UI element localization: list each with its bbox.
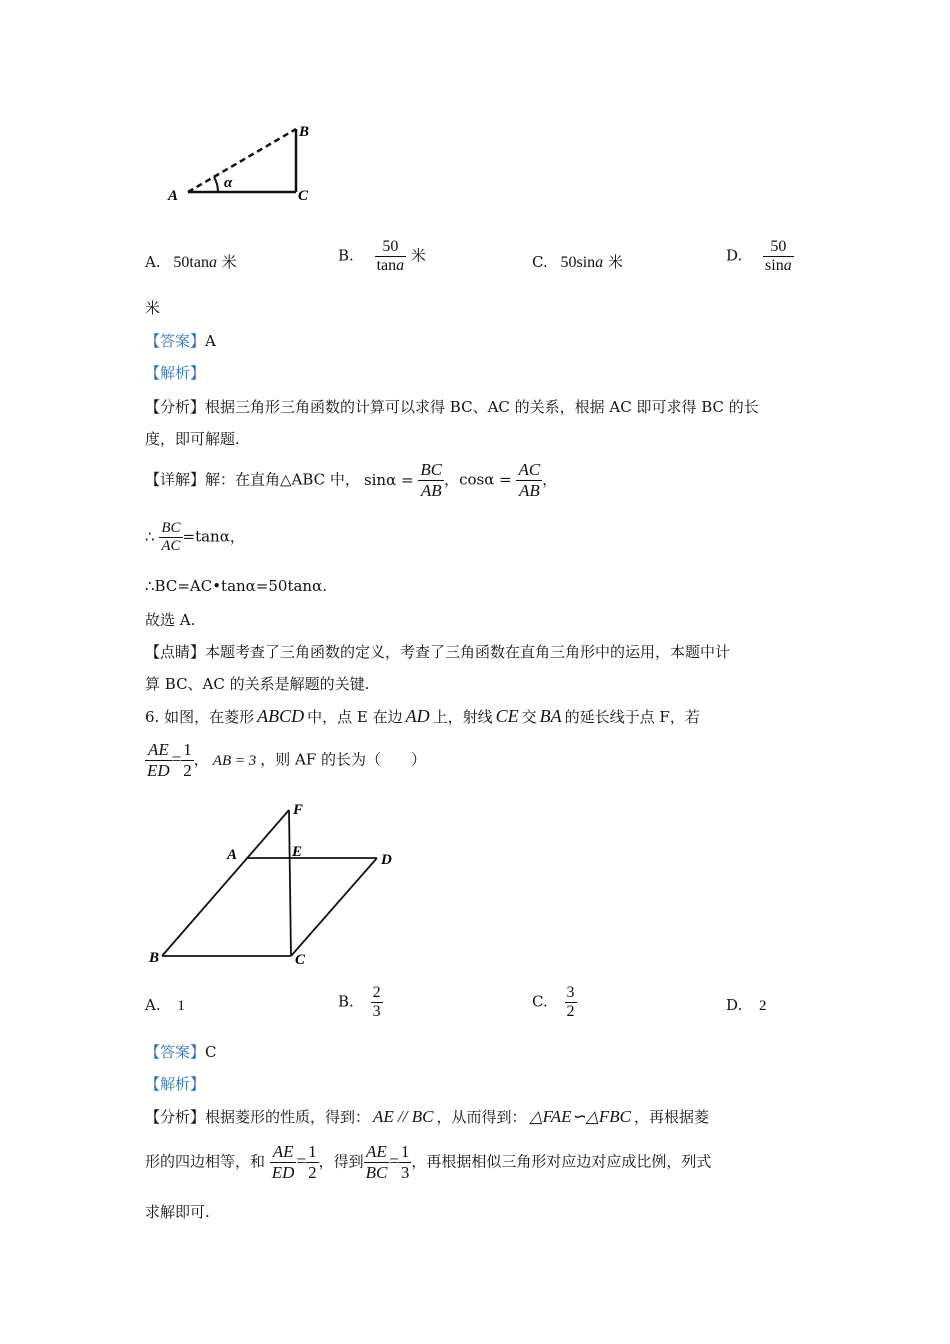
q5-frac-bc-ab [418, 460, 444, 501]
q6-option-b[interactable] [338, 984, 383, 1021]
q6-cond-eq: = [171, 749, 182, 769]
q5-option-b-den-var: a [396, 257, 405, 274]
q5-option-b-den-fn: tan [376, 257, 397, 274]
q6-cond-ab: AB = 3 [212, 752, 257, 769]
q5-option-c[interactable] [532, 251, 623, 272]
q6-similar: △FAE∽△FBC [529, 1107, 631, 1126]
q6-option-d[interactable] [726, 996, 767, 1015]
q6-line2-eq1: = [296, 1151, 307, 1171]
q5-option-a-unit: 米 [221, 253, 237, 271]
q6-label-F: F [293, 802, 304, 818]
q5-frac-ab: AB [420, 481, 442, 500]
q6-ce: CE [495, 706, 519, 726]
q6-third-den: 3 [400, 1163, 410, 1182]
q5-option-c-var: a [595, 254, 604, 271]
q6-frac-ae-ed [270, 1142, 297, 1183]
q6-frac-ae: AE [270, 1142, 297, 1163]
q6-cond-den: ED [147, 761, 170, 780]
q6-parallel: AE // BC [373, 1107, 434, 1126]
q6-option-a-letter: A. [145, 996, 161, 1014]
q5-point-line1: 本题考查了三角函数的定义，考查了三角函数在直角三角形中的运用，本题中计 [205, 643, 731, 661]
q6-stem [145, 706, 700, 727]
q6-option-c-fraction [565, 984, 577, 1021]
q6-cond-num: AE [145, 740, 172, 761]
q5-frac-ab-den: AB [518, 481, 540, 500]
q6-cond-frac [145, 740, 172, 781]
q5-therefore: ∴ [145, 527, 155, 546]
q6-fenxi-b: ，从而得到： [436, 1108, 527, 1126]
q6-condition: $\frac{AE}{ED}$ = $\frac{1}{2}$ ， AB = 3 ，则 AF 的长为（ ） [147, 740, 427, 780]
q6-fenxi-tag: 【分析】 [145, 1108, 206, 1126]
q6-frac-ed: ED [271, 1163, 295, 1182]
q5-fenxi-line2: 度，即可解题. [145, 430, 240, 448]
q6-line2-half-num: 1 [308, 1142, 317, 1161]
q5-fenxi-tag: 【分析】 [145, 398, 206, 416]
q6-option-a[interactable] [145, 996, 185, 1015]
q5-frac-ac-den: AC [161, 538, 181, 554]
q6-line2-a: 形的四边相等，和 [145, 1152, 266, 1171]
q5-answer [145, 330, 216, 351]
q6-abcd: ABCD [257, 706, 305, 726]
q5-frac-ac-ab [516, 460, 542, 501]
q5-cos-text: ，cosα = [444, 470, 512, 489]
q5-line-tan [145, 520, 245, 555]
q5-option-a[interactable] [145, 251, 237, 272]
q5-frac-bc-ac [159, 520, 182, 555]
q5-detail-text: 解：在直角△ABC 中， [205, 470, 360, 489]
q5-label-alpha: α [224, 175, 233, 191]
q5-option-a-value: 50tan [173, 254, 209, 271]
q5-option-c-letter: C. [532, 253, 548, 271]
q6-option-a-value: 1 [177, 998, 185, 1014]
q6-stem-e: 的延长线于点 F，若 [564, 708, 700, 726]
q5-option-d-num: 50 [763, 238, 794, 257]
q5-label-A: A [168, 188, 179, 204]
q5-option-d[interactable] [726, 238, 794, 275]
q6-option-b-letter: B. [338, 992, 354, 1011]
q5-detail: 【详解】解：在直角△ABC 中， sinα = $\frac{BC}{AB}$ ，cosα = $\frac{AC}{AB}$ ， [145, 460, 558, 500]
q6-fenxi-a: 根据菱形的性质，得到： [205, 1108, 371, 1126]
q5-option-d-unit: 米 [145, 299, 161, 317]
q5-answer-value: A [205, 332, 216, 350]
q6-fenxi-line2 [145, 1142, 711, 1183]
q6-segment-FC [289, 810, 291, 956]
q5-triangle-figure [160, 115, 330, 210]
q5-option-b-letter: B. [338, 246, 354, 265]
q6-option-c[interactable] [532, 984, 577, 1021]
q5-option-b-fraction [375, 238, 407, 275]
q6-line2-b: ，得到 [318, 1152, 364, 1171]
q5-option-d-den-fn: sin [765, 257, 784, 274]
q5-option-b-unit: 米 [410, 246, 426, 265]
q5-point-line2: 算 BC、AC 的关系是解题的关键. [145, 675, 370, 693]
q6-line2-half [306, 1142, 319, 1183]
q5-angle-arc [214, 177, 218, 192]
q6-option-c-letter: C. [532, 992, 548, 1011]
q6-frac-ae-bc [364, 1142, 390, 1183]
q6-answer-tag: 【答案】 [145, 1043, 206, 1061]
q6-option-b-fraction [371, 984, 383, 1021]
q5-option-a-letter: A. [145, 253, 161, 271]
q5-point-tag: 【点睛】 [145, 643, 206, 661]
q6-option-d-value: 2 [759, 998, 767, 1014]
q6-stem-c: 上，射线 [432, 708, 493, 726]
q6-stem-a: 6. 如图，在菱形 [145, 708, 255, 726]
q5-option-d-fraction [763, 238, 794, 275]
q6-line2-third [399, 1142, 412, 1183]
q6-half-den: 2 [183, 761, 192, 780]
q6-label-C: C [295, 952, 306, 968]
q6-ba: BA [539, 706, 562, 726]
q6-option-d-letter: D. [726, 996, 743, 1014]
q5-point [145, 641, 730, 662]
q5-label-C: C [298, 188, 309, 204]
q6-label-B: B [149, 950, 160, 966]
q6-label-D: D [381, 852, 392, 868]
q6-option-c-den: 2 [566, 1003, 575, 1020]
q5-option-c-value: 50sin [560, 254, 596, 271]
q5-answer-tag: 【答案】 [145, 332, 206, 350]
q6-line2-c: ，再根据相似三角形对应边对应成比例，列式 [411, 1152, 712, 1171]
q6-answer [145, 1041, 217, 1062]
q5-fenxi-line1: 根据三角形三角函数的计算可以求得 BC、AC 的关系，根据 AC 即可求得 BC 的长 [205, 398, 759, 416]
q5-fenxi [145, 396, 759, 417]
q5-option-d-den-var: a [783, 257, 792, 274]
q6-third-num: 1 [400, 1142, 410, 1161]
q5-sin-text: sinα = [363, 470, 414, 489]
q5-segment-AB-dashed [188, 129, 296, 192]
q5-option-c-unit: 米 [607, 253, 623, 271]
q6-stem-b: 中，点 E 在边 [307, 708, 403, 726]
q6-fenxi-line1 [145, 1106, 709, 1127]
q5-detail-tag: 【详解】 [145, 470, 206, 489]
q6-fenxi-line3: 求解即可. [145, 1203, 210, 1221]
q5-frac-ac-num: AC [518, 460, 541, 479]
q6-option-c-num: 3 [566, 984, 575, 1001]
q6-fenxi-c: ，再根据菱 [633, 1108, 709, 1126]
q6-half-num: 1 [183, 740, 192, 759]
q6-line2-eq2: = [389, 1151, 399, 1171]
q5-frac-bc-num: BC [161, 520, 181, 536]
q6-frac-ae-num: AE [364, 1142, 390, 1163]
q5-analysis-tag: 【解析】 [145, 364, 206, 382]
q6-segment-CD [291, 858, 377, 956]
q5-frac-bc: BC [420, 460, 443, 479]
q6-line2-half-den: 2 [308, 1163, 317, 1182]
q6-label-E: E [292, 844, 303, 860]
q5-label-B: B [299, 124, 310, 140]
q6-segment-BF [162, 810, 289, 956]
q6-label-A: A [227, 847, 238, 863]
q6-option-b-den: 3 [372, 1003, 381, 1020]
q6-cond-tail: ，则 AF 的长为（ ） [260, 750, 427, 769]
q5-choose: 故选 A. [145, 611, 196, 629]
q6-stem-d: 交 [521, 708, 537, 726]
q6-option-b-num: 2 [372, 984, 381, 1001]
q6-ad: AD [405, 706, 430, 726]
q5-option-b[interactable] [338, 238, 426, 275]
q5-option-b-num: 50 [375, 238, 407, 257]
q5-option-a-var: a [208, 254, 217, 271]
q6-answer-value: C [205, 1043, 217, 1061]
q6-half [181, 740, 194, 781]
q5-line-bc: ∴BC=AC•tanα=50tanα. [145, 577, 327, 595]
q6-frac-bc-den: BC [365, 1163, 388, 1182]
q6-analysis-tag: 【解析】 [145, 1075, 206, 1093]
q5-tan-suffix: =tanα， [182, 527, 245, 546]
q5-option-d-letter: D. [726, 246, 743, 265]
q6-rhombus-figure [145, 800, 405, 970]
